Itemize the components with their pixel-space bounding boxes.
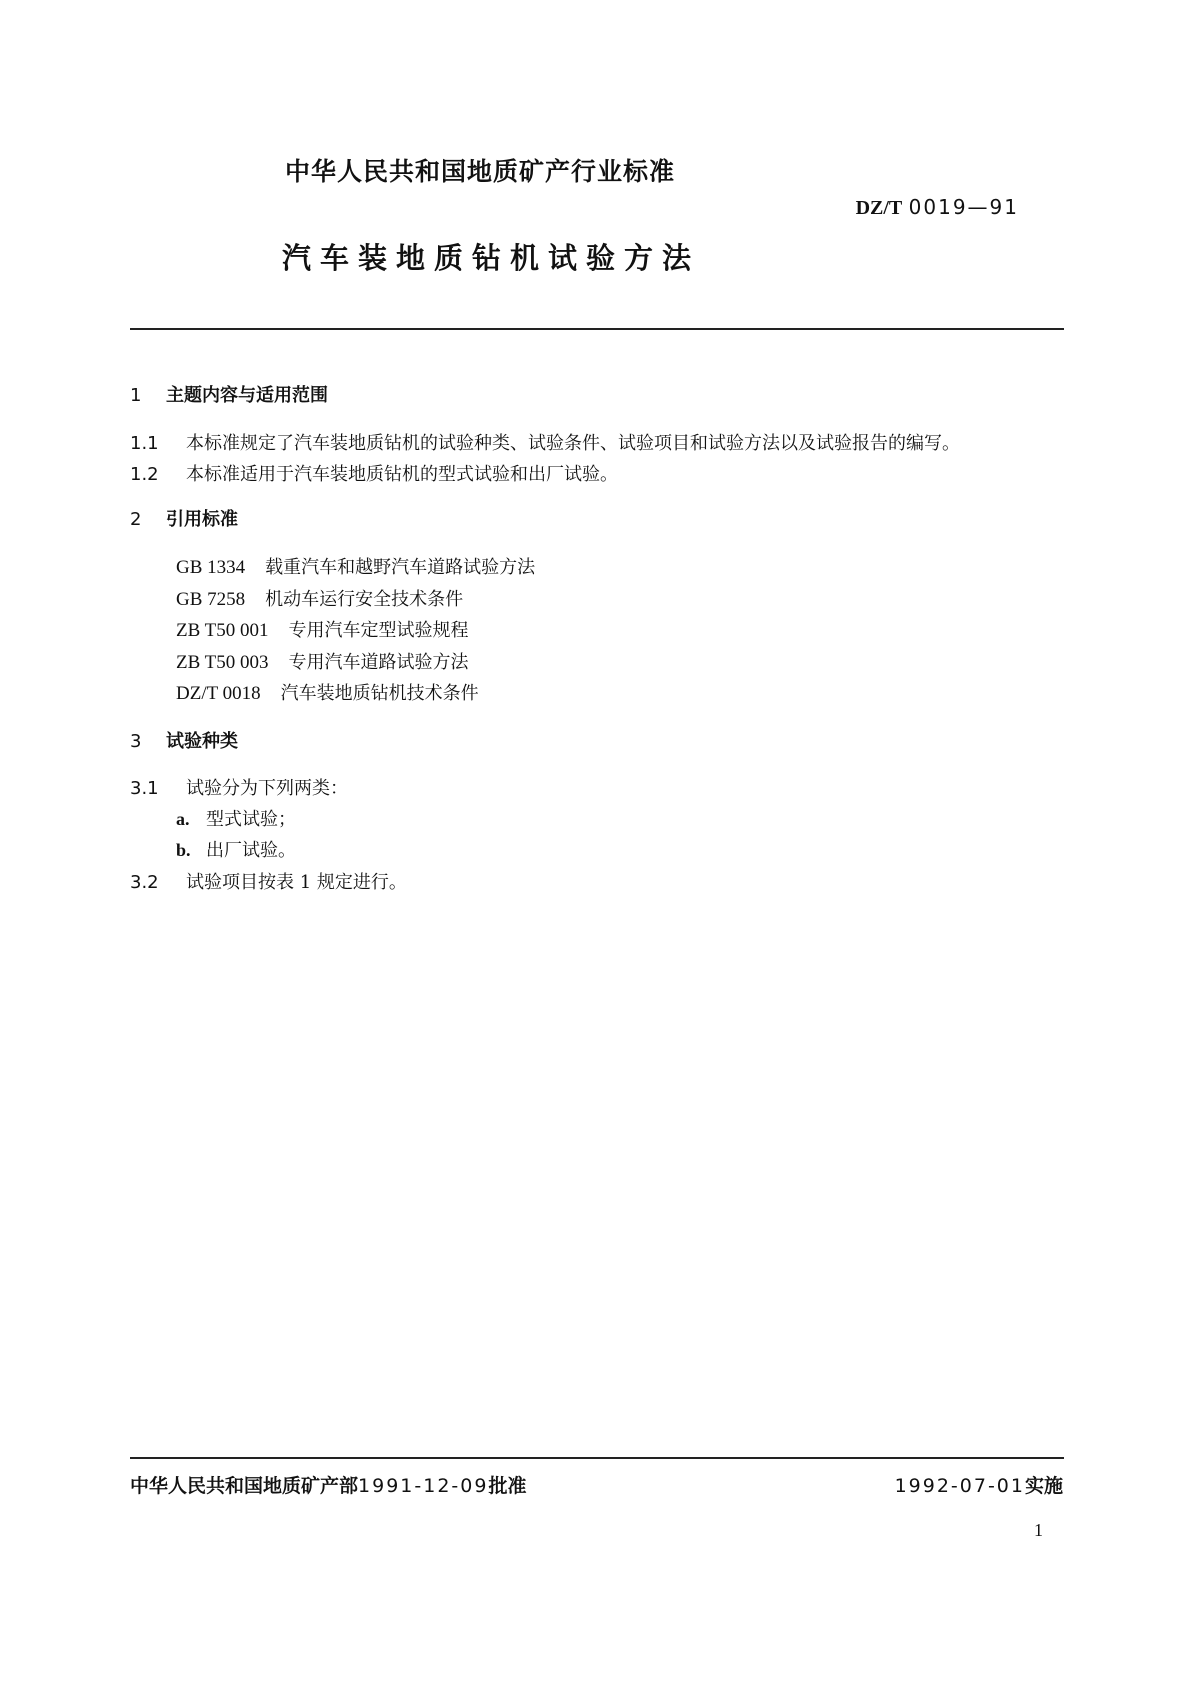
- approval-line: [130, 1471, 526, 1498]
- document-title: 汽车装地质钻机试验方法: [282, 241, 701, 275]
- section-3-heading: [130, 727, 238, 753]
- reference-title: 专用汽车道路试验方法: [288, 652, 469, 673]
- reference-title: 汽车装地质钻机技术条件: [280, 683, 479, 704]
- clause-3-1-text: 试验分为下列两类：: [186, 778, 348, 799]
- standard-code: [856, 195, 1019, 220]
- section-2-title: 引用标准: [166, 509, 238, 530]
- section-2-heading: [130, 505, 238, 531]
- list-item-text: 型式试验；: [206, 809, 296, 830]
- standard-code-number: 0019—91: [908, 195, 1019, 219]
- clause-1-2: [130, 460, 618, 486]
- reference-item: [176, 616, 469, 642]
- clause-1-1-number: 1.1: [130, 433, 159, 454]
- section-2-number: 2: [130, 509, 142, 530]
- reference-item: [176, 553, 535, 579]
- effective-line: [895, 1471, 1063, 1498]
- reference-title: 专用汽车定型试验规程: [288, 620, 469, 641]
- section-3-number: 3: [130, 731, 142, 752]
- reference-code: ZB T50 003: [176, 652, 269, 673]
- approval-label: 批准: [488, 1475, 527, 1497]
- list-item: [176, 836, 296, 862]
- page-number: 1: [1034, 1520, 1043, 1540]
- clause-3-2: [130, 868, 407, 894]
- reference-code: GB 1334: [176, 557, 246, 578]
- clause-3-1-number: 3.1: [130, 778, 159, 799]
- reference-item: [176, 679, 479, 705]
- list-item: [176, 805, 296, 831]
- effective-label: 实施: [1024, 1475, 1063, 1497]
- reference-title: 机动车运行安全技术条件: [265, 589, 464, 610]
- clause-3-2-text: 试验项目按表 1 规定进行。: [186, 872, 407, 893]
- list-item-marker: a.: [176, 809, 190, 829]
- reference-code: DZ/T 0018: [176, 683, 261, 704]
- approver: 中华人民共和国地质矿产部: [130, 1475, 359, 1497]
- reference-title: 载重汽车和越野汽车道路试验方法: [265, 557, 536, 578]
- approval-date: 1991-12-09: [358, 1475, 489, 1497]
- header-divider: [130, 328, 1064, 330]
- footer-divider: [130, 1457, 1064, 1459]
- standard-code-prefix: DZ/T: [855, 197, 903, 219]
- list-item-marker: b.: [176, 840, 191, 860]
- reference-code: ZB T50 001: [176, 620, 269, 641]
- reference-code: GB 7258: [176, 589, 246, 610]
- section-1-number: 1: [130, 385, 142, 406]
- effective-date: 1992-07-01: [894, 1475, 1025, 1497]
- clause-1-1-text: 本标准规定了汽车装地质钻机的试验种类、试验条件、试验项目和试验方法以及试验报告的编写。: [186, 433, 960, 454]
- clause-3-2-number: 3.2: [130, 872, 159, 893]
- standard-category: 中华人民共和国地质矿产行业标准: [285, 157, 676, 186]
- reference-item: [176, 648, 469, 674]
- clause-1-2-number: 1.2: [130, 464, 159, 485]
- reference-item: [176, 585, 463, 611]
- section-1-title: 主题内容与适用范围: [166, 385, 328, 406]
- section-1-heading: [130, 381, 328, 407]
- clause-1-1: [130, 429, 960, 455]
- list-item-text: 出厂试验。: [206, 840, 296, 861]
- section-3-title: 试验种类: [166, 731, 238, 752]
- clause-1-2-text: 本标准适用于汽车装地质钻机的型式试验和出厂试验。: [186, 464, 618, 485]
- clause-3-1: [130, 774, 348, 800]
